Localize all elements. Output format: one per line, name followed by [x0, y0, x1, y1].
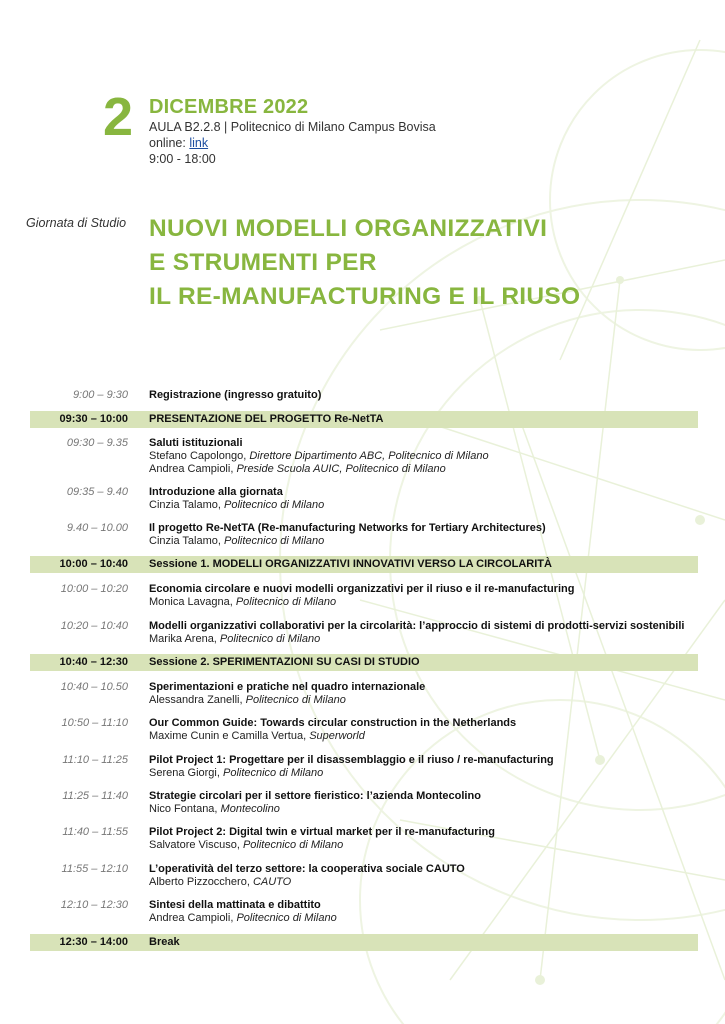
- program-time: 10:50 – 11:10: [61, 717, 128, 729]
- event-month-year: DICEMBRE 2022: [149, 96, 309, 118]
- program-time: 12:10 – 12:30: [60, 899, 128, 911]
- speaker-affiliation: Direttore Dipartimento ABC, Politecnico di Milano: [249, 450, 489, 462]
- speaker-line: [149, 633, 698, 646]
- program-title: Il progetto Re-NetTA (Re-manufacturing Networks for Tertiary Architectures): [149, 522, 546, 534]
- program-title: Modelli organizzativi collaborativi per la circolarità: l’approccio di sistemi di prodotti-servizi sostenibili: [149, 620, 685, 632]
- speaker-name: Cinzia Talamo,: [149, 535, 224, 547]
- title-line: E STRUMENTI PER: [149, 249, 377, 276]
- speaker-name: Cinzia Talamo,: [149, 499, 224, 511]
- program-title: Sintesi della mattinata e dibattito: [149, 899, 321, 911]
- program-time: 10:20 – 10:40: [60, 620, 128, 632]
- program-time: 09:35 – 9.40: [66, 486, 128, 498]
- program-time: 10:00 – 10:20: [60, 583, 128, 595]
- program-title: Strategie circolari per il settore fieristico: l’azienda Montecolino: [149, 790, 481, 802]
- session-time: 10:00 – 10:40: [59, 558, 128, 570]
- session-title: Sessione 2. SPERIMENTAZIONI SU CASI DI STUDIO: [149, 656, 420, 668]
- speaker-name: Serena Giorgi,: [149, 767, 223, 779]
- speaker-line: [149, 463, 698, 476]
- program-time: 11:55 – 12:10: [61, 863, 128, 875]
- program-title: Introduzione alla giornata: [149, 486, 283, 498]
- speaker-name: Alessandra Zanelli,: [149, 694, 246, 706]
- program-title: Pilot Project 2: Digital twin e virtual market per il re-manufacturing: [149, 826, 495, 838]
- online-link[interactable]: link: [189, 136, 209, 150]
- session-band: [30, 411, 698, 428]
- speaker-line: [149, 694, 698, 707]
- program-time: 11:10 – 11:25: [62, 754, 128, 766]
- speaker-line: [149, 767, 698, 780]
- session-band: [30, 934, 698, 951]
- event-type-kicker: Giornata di Studio: [26, 216, 127, 230]
- speaker-affiliation: CAUTO: [252, 876, 292, 888]
- speaker-affiliation: Politecnico di Milano: [235, 596, 337, 608]
- event-main-title: [149, 212, 580, 314]
- session-time: 09:30 – 10:00: [59, 413, 128, 425]
- speaker-line: [149, 803, 698, 816]
- speaker-line: [149, 535, 698, 548]
- speaker-affiliation: Montecolino: [220, 803, 280, 815]
- program-title: L’operatività del terzo settore: la cooperativa sociale CAUTO: [149, 863, 465, 875]
- session-band: [30, 654, 698, 671]
- event-day-number: 2: [103, 87, 134, 147]
- program-title: Pilot Project 1: Progettare per il disassemblaggio e il riuso / re-manufacturing: [149, 754, 554, 766]
- speaker-affiliation: Preside Scuola AUIC, Politecnico di Milano: [236, 462, 446, 475]
- program-time: 9:00 – 9:30: [72, 389, 128, 401]
- speaker-affiliation: Politecnico di Milano: [219, 633, 321, 645]
- program-time: 11:25 – 11:40: [62, 790, 128, 802]
- program-title: Sperimentazioni e pratiche nel quadro internazionale: [149, 681, 426, 693]
- speaker-line: [149, 912, 698, 925]
- session-time: 12:30 – 14:00: [59, 936, 128, 948]
- speaker-name: Stefano Capolongo,: [149, 450, 250, 462]
- speaker-affiliation: Superworld: [309, 730, 365, 742]
- event-hours: 9:00 - 18:00: [149, 152, 216, 166]
- program-title: Our Common Guide: Towards circular construction in the Netherlands: [149, 717, 517, 729]
- speaker-name: Maxime Cunin e Camilla Vertua,: [149, 730, 310, 742]
- session-title: Break: [149, 936, 180, 948]
- session-band: [30, 556, 698, 573]
- title-line: IL RE-MANUFACTURING E IL RIUSO: [149, 283, 581, 310]
- speaker-affiliation: Politecnico di Milano: [222, 767, 324, 779]
- session-title: Sessione 1. MODELLI ORGANIZZATIVI INNOVATIVI VERSO LA CIRCOLARITÀ: [149, 558, 552, 570]
- event-location: AULA B2.2.8 | Politecnico di Milano Campus Bovisa: [149, 120, 436, 134]
- online-line: [149, 136, 208, 150]
- speaker-line: [149, 596, 698, 609]
- program-time: 10:40 – 10.50: [60, 681, 128, 693]
- program-title: Registrazione (ingresso gratuito): [149, 389, 322, 401]
- speaker-affiliation: Politecnico di Milano: [224, 535, 325, 547]
- session-time: 10:40 – 12:30: [59, 656, 128, 668]
- speaker-name: Marika Arena,: [149, 633, 220, 645]
- title-line: NUOVI MODELLI ORGANIZZATIVI: [149, 215, 548, 242]
- speaker-name: Alberto Pizzocchero,: [149, 876, 253, 888]
- speaker-line: [149, 730, 698, 743]
- speaker-name: Andrea Campioli,: [149, 912, 237, 924]
- program-time: 9.40 – 10.00: [66, 522, 128, 534]
- speaker-affiliation: Politecnico di Milano: [236, 912, 337, 924]
- speaker-line: [149, 499, 698, 512]
- speaker-name: Nico Fontana,: [149, 803, 221, 815]
- speaker-affiliation: Politecnico di Milano: [224, 499, 325, 511]
- session-title: PRESENTAZIONE DEL PROGETTO Re-NetTA: [149, 413, 384, 425]
- speaker-name: Salvatore Viscuso,: [149, 839, 243, 851]
- program-time: 11:40 – 11:55: [62, 826, 128, 838]
- speaker-affiliation: Politecnico di Milano: [242, 839, 344, 851]
- speaker-line: [149, 839, 698, 852]
- speaker-name: Andrea Campioli,: [149, 462, 237, 475]
- speaker-name: Monica Lavagna,: [149, 596, 236, 608]
- program-time: 09:30 – 9.35: [66, 437, 128, 449]
- speaker-line: [149, 876, 698, 889]
- program-title: Economia circolare e nuovi modelli organizzativi per il riuso e il re-manufacturing: [149, 583, 575, 595]
- program-title: Saluti istituzionali: [149, 437, 243, 449]
- online-label: online:: [149, 136, 186, 150]
- speaker-affiliation: Politecnico di Milano: [245, 694, 346, 706]
- speaker-line: [149, 450, 698, 463]
